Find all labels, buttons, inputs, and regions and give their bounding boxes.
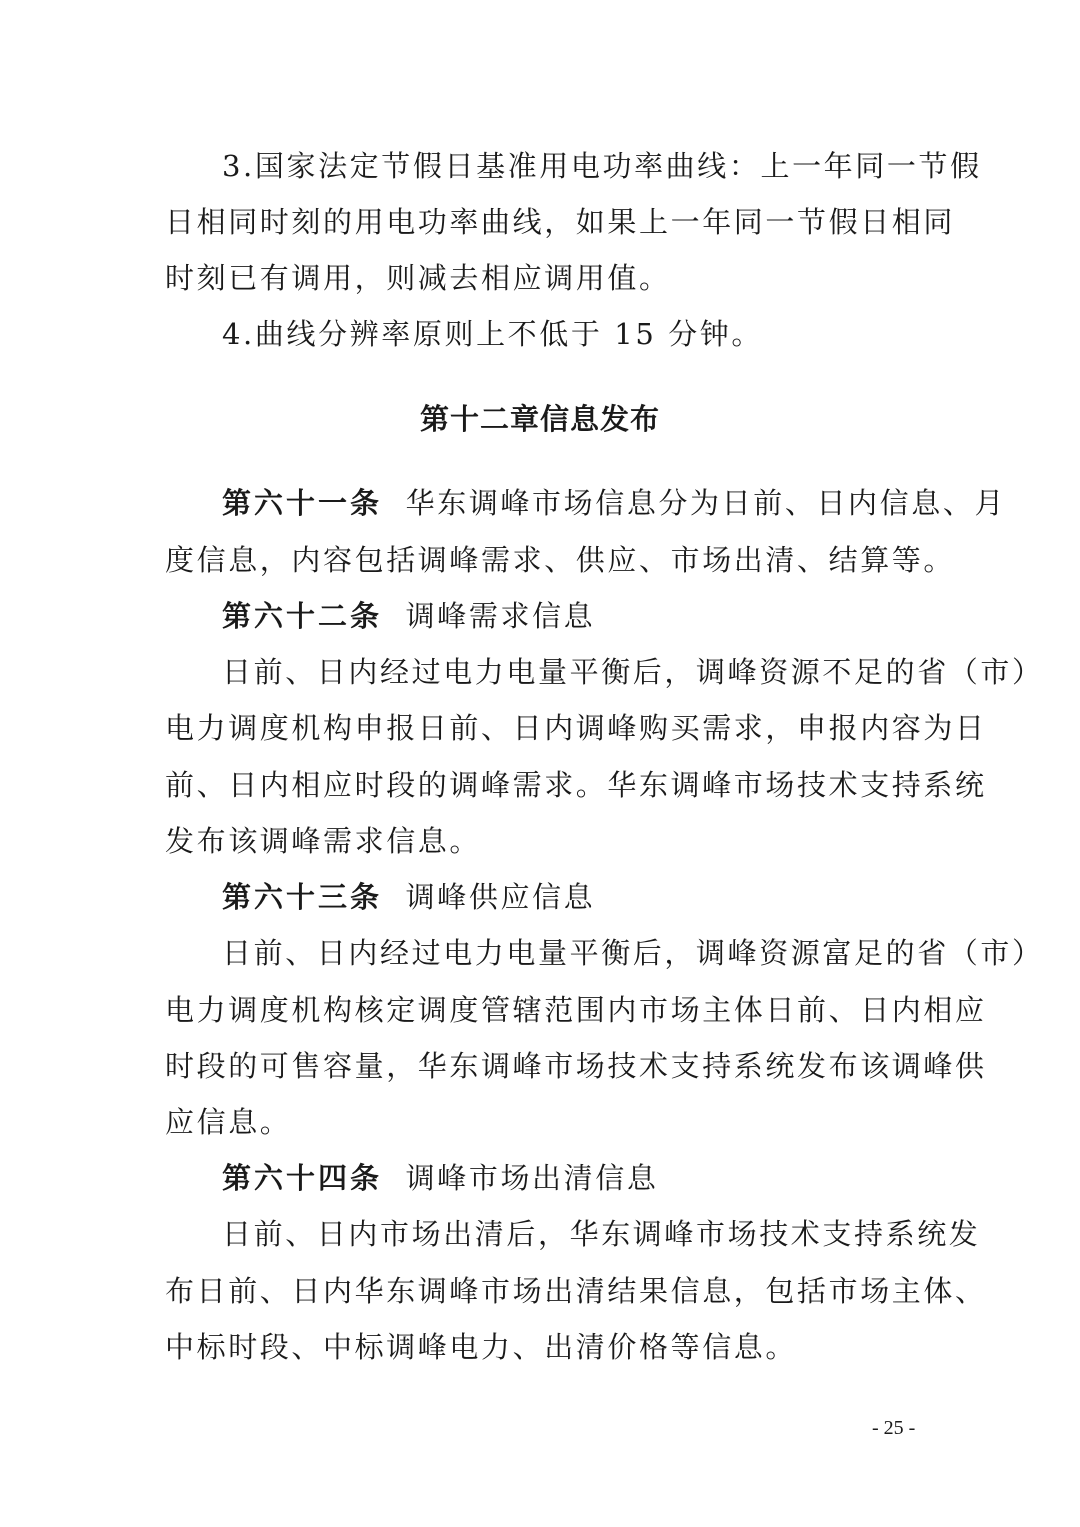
article-62-line-3: 前、日内相应时段的调峰需求。华东调峰市场技术支持系统 (165, 768, 987, 802)
article-64-subtitle: 调峰市场出清信息 (405, 1161, 659, 1195)
article-63-line-3: 时段的可售容量，华东调峰市场技术支持系统发布该调峰供 (165, 1049, 987, 1083)
article-64-line-3: 中标时段、中标调峰电力、出清价格等信息。 (165, 1330, 798, 1364)
article-62-title: 第六十二条 (222, 599, 383, 633)
article-64-line-1: 日前、日内市场出清后，华东调峰市场技术支持系统发 (222, 1217, 981, 1251)
article-62-line-2: 电力调度机构申报日前、日内调峰购买需求，申报内容为日 (165, 711, 987, 745)
article-63-title: 第六十三条 (222, 880, 383, 914)
chapter-title: 第十二章信息发布 (419, 402, 660, 436)
article-64-line-2: 布日前、日内华东调峰市场出清结果信息，包括市场主体、 (165, 1274, 987, 1308)
item-3-line-3: 时刻已有调用，则减去相应调用值。 (165, 261, 671, 295)
page-number: - 25 - (872, 1417, 916, 1439)
item-3-line-1: 3.国家法定节假日基准用电功率曲线：上一年同一节假 (222, 149, 982, 183)
article-62-heading (222, 596, 595, 636)
item-4-line-1: 4.曲线分辨率原则上不低于 15 分钟。 (222, 317, 764, 351)
article-62-subtitle: 调峰需求信息 (405, 599, 596, 633)
article-64-heading (222, 1158, 658, 1198)
article-61-line-1 (222, 483, 1006, 523)
article-61-text: 华东调峰市场信息分为日前、日内信息、月 (405, 486, 1007, 520)
article-63-line-1: 日前、日内经过电力电量平衡后，调峰资源富足的省（市） (222, 936, 1044, 970)
article-61-line-2: 度信息，内容包括调峰需求、供应、市场出清、结算等。 (165, 543, 956, 577)
article-62-line-1: 日前、日内经过电力电量平衡后，调峰资源不足的省（市） (222, 655, 1044, 689)
article-64-title: 第六十四条 (222, 1161, 383, 1195)
item-3-line-2: 日相同时刻的用电功率曲线，如果上一年同一节假日相同 (165, 205, 956, 239)
article-63-line-4: 应信息。 (165, 1105, 292, 1139)
article-63-heading (222, 877, 595, 917)
article-62-line-4: 发布该调峰需求信息。 (165, 824, 482, 858)
article-63-line-2: 电力调度机构核定调度管辖范围内市场主体日前、日内相应 (165, 993, 987, 1027)
article-63-subtitle: 调峰供应信息 (405, 880, 596, 914)
article-61-title: 第六十一条 (222, 486, 383, 520)
